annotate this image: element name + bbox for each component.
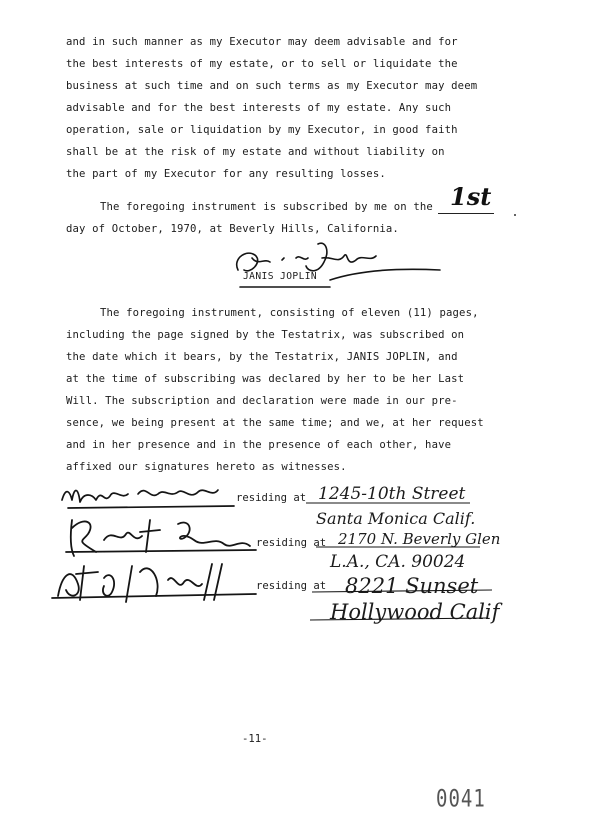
witness-2-address-line-1: 2170 N. Beverly Glen <box>338 530 501 548</box>
text-line: business at such time and on such terms as my Executor may deem <box>66 80 478 92</box>
witness-1-residing-label: residing at <box>236 492 307 504</box>
witness-1-address-line-1: 1245-10th Street <box>318 484 466 504</box>
date-underline <box>438 213 494 214</box>
text-line <box>66 196 506 218</box>
paragraph-subscription <box>66 196 506 240</box>
witness-3-signature <box>52 564 256 602</box>
text-line: Will. The subscription and declaration were made in our pre- <box>66 395 458 407</box>
text-line: the best interests of my estate, or to sell or liquidate the <box>66 58 458 70</box>
text-line: The foregoing instrument, consisting of eleven (11) pages, <box>100 307 479 319</box>
text-line: and in her presence and in the presence of each other, have <box>66 439 452 451</box>
witness-3-residing-label: residing at <box>256 580 327 592</box>
witness-2-residing-label: residing at <box>256 537 327 549</box>
subscription-text: The foregoing instrument is subscribed by me on the <box>100 201 433 213</box>
testatrix-printed-name: JANIS JOPLIN <box>243 271 318 282</box>
margin-mark <box>514 214 516 216</box>
witness-2-address-line-2: L.A., CA. 90024 <box>330 552 466 572</box>
text-line: affixed our signatures hereto as witnesses. <box>66 461 347 473</box>
page-number: -11- <box>242 733 268 745</box>
paragraph-executor-powers <box>66 31 506 185</box>
text-line: and in such manner as my Executor may deem advisable and for <box>66 36 458 48</box>
bates-stamp: 0041 <box>436 785 486 813</box>
paragraph-attestation <box>66 302 506 478</box>
witness-1-signature <box>62 490 234 508</box>
handwritten-date: 1st <box>450 182 492 211</box>
text-line: at the time of subscribing was declared by her to be her Last <box>66 373 465 385</box>
text-line: advisable and for the best interests of my estate. Any such <box>66 102 452 114</box>
witness-2-signature <box>66 520 256 556</box>
text-line: including the page signed by the Testatrix, was subscribed on <box>66 329 465 341</box>
witness-3-address-line-2: Hollywood Calif <box>330 600 500 624</box>
text-line: day of October, 1970, at Beverly Hills, California. <box>66 223 399 235</box>
text-line: the date which it bears, by the Testatrix, JANIS JOPLIN, and <box>66 351 458 363</box>
text-line: sence, we being present at the same time; and we, at her request <box>66 417 484 429</box>
text-line: shall be at the risk of my estate and without liability on <box>66 146 445 158</box>
witness-1-address-line-2: Santa Monica Calif. <box>316 509 476 528</box>
text-line: operation, sale or liquidation by my Executor, in good faith <box>66 124 458 136</box>
text-line: the part of my Executor for any resulting losses. <box>66 168 386 180</box>
witness-3-address-line-1: 8221 Sunset <box>345 574 479 598</box>
